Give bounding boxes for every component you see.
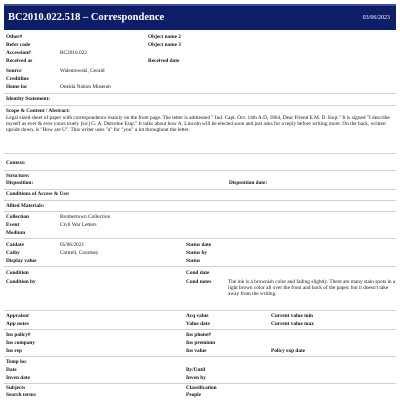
divider [4,211,396,212]
creditline-label: Creditline [6,76,29,82]
object-name-2-label: Object name 2 [148,34,181,40]
cond-notes-text: The ink is a brownish color and fading slightly. There are many stain spots in a light brown color all over the front and back of the paper, but it doesn't take away from the writing. [228,279,396,298]
date-label: Date [6,367,17,373]
allied-materials-label: Allied Materials: [6,203,45,209]
record-title: BC2010.022.518 – Correspondence [8,12,165,23]
catdate-value: 05/06/2021 [60,242,85,248]
divider [4,105,396,106]
status-date-label: Status date [186,242,212,248]
divider [4,153,396,154]
event-value: Civil War Letters [60,222,97,228]
divider [4,329,396,330]
ins-phone-label: Ins phone# [186,332,211,338]
inven-by-label: Inven by [186,375,206,381]
search-terms-label: Search terms [6,392,36,398]
source-value: Walentowski, Gerald [60,68,105,74]
home-loc-label: Home loc [6,84,28,90]
home-loc-value: Oneida Nation Museum [60,84,111,90]
subjects-label: Subjects [6,385,26,391]
value-date-label: Value date [186,321,210,327]
catby-label: Catby [6,250,20,256]
print-date: 03/06/2023 [362,15,390,21]
context-label: Context: [6,160,26,166]
source-label: Source [6,68,22,74]
collection-value: Brothertown Collection [60,214,111,220]
divider [4,170,396,171]
people-label: People [186,392,202,398]
ins-policy-label: Ins policy# [6,332,31,338]
by-until-label: By/Until [186,367,206,373]
ins-value-label: Ins value [186,348,207,354]
received-date-label: Received date [148,58,180,64]
event-label: Event [6,222,20,228]
cond-date-label: Cond date [186,270,210,276]
divider [4,383,396,384]
accession-value: BC2010.022 [60,50,87,56]
divider [4,266,396,267]
condition-label: Condition [6,270,29,276]
conditions-access-label: Conditions of Access & Use: [6,191,70,197]
divider [4,189,396,190]
accession-label: Accession# [6,50,31,56]
catdate-label: Catdate [6,242,24,248]
divider [4,93,396,94]
medium-label: Medium [6,230,26,236]
temp-loc-label: Temp loc [6,359,27,365]
object-name-3-label: Object name 3 [148,42,181,48]
identity-statement-label: Identity Statement: [6,96,50,102]
policy-exp-date-label: Policy exp date [271,348,306,354]
display-value-label: Display value [6,258,37,264]
scope-content-label: Scope & Content / Abstract: [6,108,70,114]
other-label: Other# [6,34,23,40]
divider [4,310,396,311]
divider [4,200,396,201]
divider [4,356,396,357]
received-as-label: Received as [6,58,33,64]
current-value-min-label: Current value min [271,313,313,319]
ins-premium-label: Ins premium [186,340,216,346]
catby-value: Cottrell, Courtney [60,250,99,256]
cond-notes-label: Cond notes [186,279,212,285]
condition-by-label: Condition by [6,279,36,285]
disposition-label: Disposition: [6,180,34,186]
refer-code-label: Refer code [6,42,31,48]
inven-date-label: Inven date [6,375,30,381]
status-by-label: Status by [186,250,208,256]
ins-rep-label: Ins rep [6,348,22,354]
divider [4,238,396,239]
record-header [4,4,396,30]
status-label: Status [186,258,201,264]
current-value-max-label: Current value max [271,321,314,327]
collection-label: Collection [6,214,29,220]
ins-company-label: Ins company [6,340,35,346]
structure-label: Structure: [6,173,30,179]
classification-label: Classification [186,385,217,391]
appraisor-label: Appraisor [6,313,30,319]
acq-value-label: Acq value [186,313,209,319]
disposition-date-label: Disposition date: [229,180,268,186]
app-notes-label: App notes [6,321,29,327]
scope-content-text: Legal sized sheet of paper with correspondence mainly on the front page. The letter is addressed " Ind. Capt. Oct. 14th A.D, 1864, Dear Friend E.M. D. Esqr." It is signed "I describe myself as ever & ever yours truely [sic] G. A. Dutcehie Esqr." It talks about how A. Lincoln will be elected soon and just asks for a reply before writing more. On the back, written upside down, is "How are U". This writer uses "a" for "you" a lot throughout the letter. [6,115,390,134]
